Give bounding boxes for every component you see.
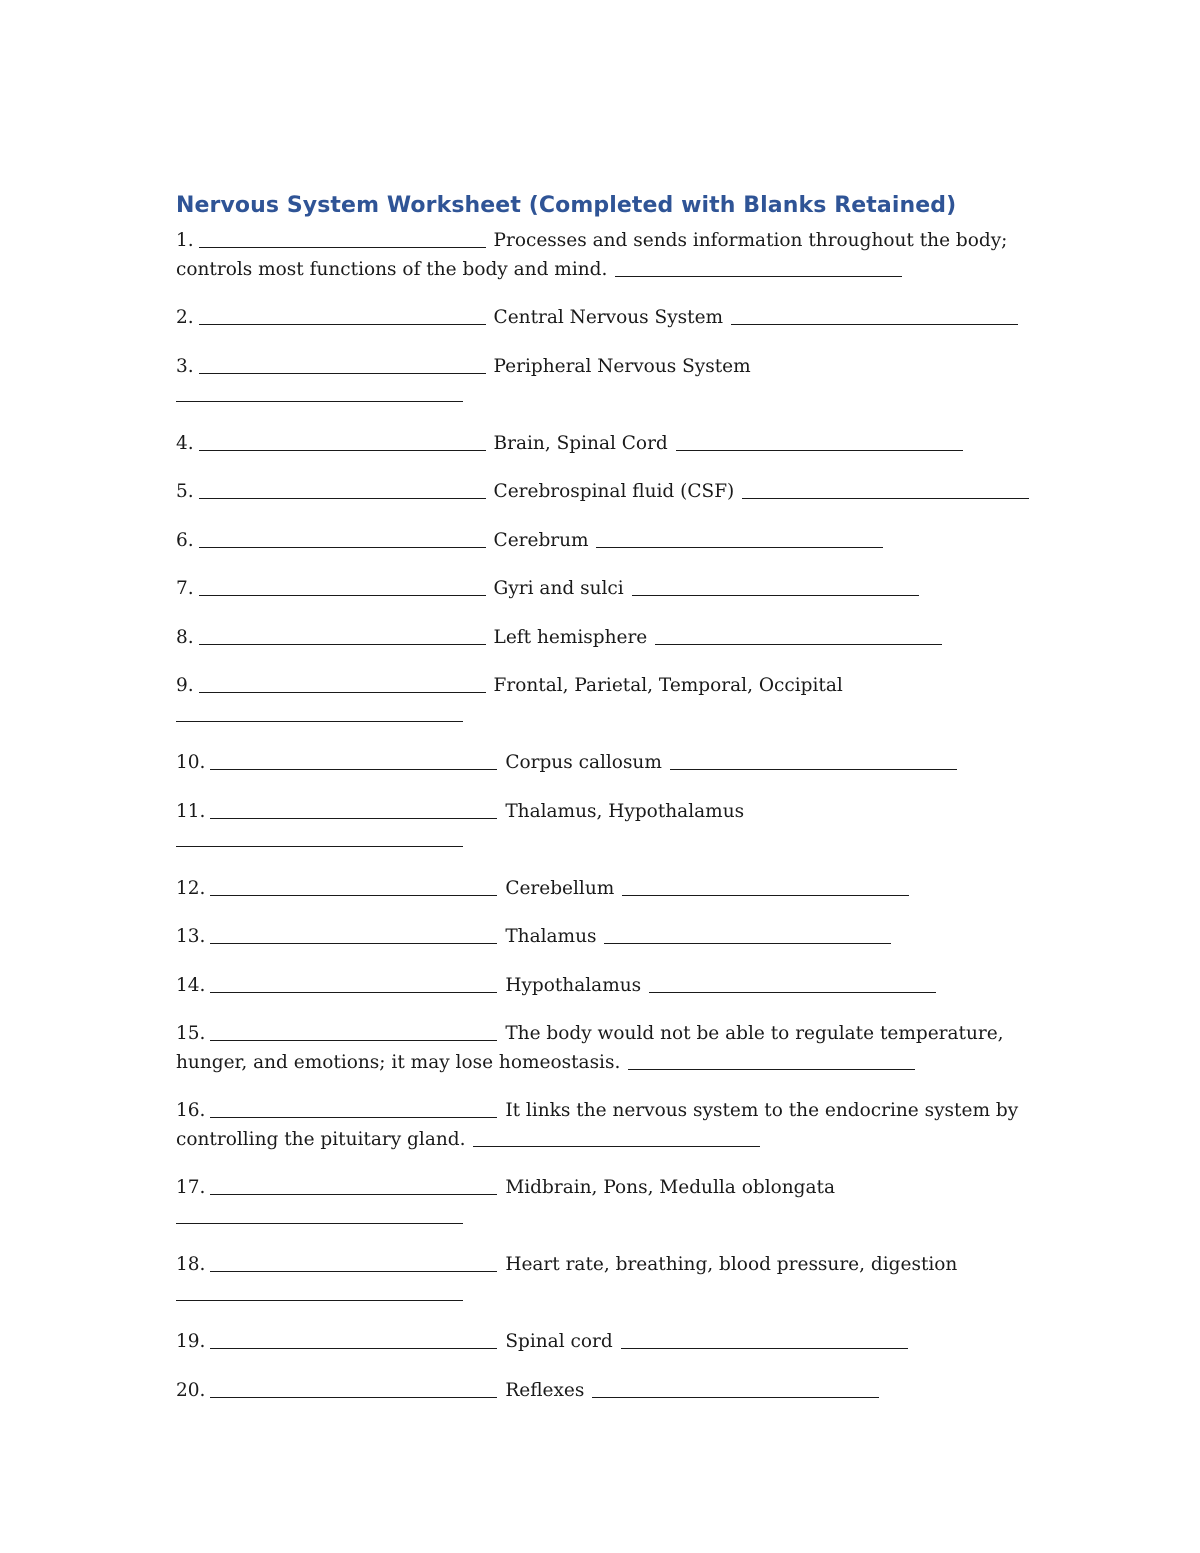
answer-blank-after[interactable] [655, 626, 942, 645]
question-text: Left hemisphere [493, 626, 648, 648]
answer-blank-after[interactable] [676, 432, 963, 451]
answer-blank-after[interactable] [670, 751, 957, 770]
question-number: 4. [176, 432, 194, 454]
answer-blank-after[interactable] [622, 877, 909, 896]
answer-blank-before[interactable] [199, 577, 486, 596]
question-number: 12. [176, 877, 206, 899]
answer-blank-after[interactable] [176, 383, 463, 402]
answer-blank-after[interactable] [649, 974, 936, 993]
answer-blank-after[interactable] [176, 1205, 463, 1224]
question-number: 11. [176, 800, 206, 822]
question-6 [176, 527, 1036, 556]
answer-blank-before[interactable] [210, 1330, 497, 1349]
question-7 [176, 575, 1036, 604]
worksheet-body [176, 190, 1036, 1425]
question-18 [176, 1251, 1036, 1308]
question-15 [176, 1020, 1036, 1077]
question-number: 14. [176, 974, 206, 996]
question-10 [176, 749, 1036, 778]
question-number: 1. [176, 230, 194, 251]
question-1 [176, 227, 1036, 284]
answer-blank-before[interactable] [199, 529, 486, 548]
question-number: 16. [176, 1100, 206, 1121]
answer-blank-after[interactable] [176, 1282, 463, 1301]
question-17 [176, 1174, 1036, 1231]
question-text: Gyri and sulci [493, 578, 624, 599]
answer-blank-before[interactable] [210, 800, 497, 819]
answer-blank-after[interactable] [628, 1051, 915, 1070]
question-number: 10. [176, 752, 206, 773]
answer-blank-before[interactable] [199, 626, 486, 645]
answer-blank-before[interactable] [210, 974, 497, 993]
question-number: 19. [176, 1331, 206, 1352]
question-text: Cerebrospinal fluid (CSF) [493, 481, 735, 502]
question-text: Spinal cord [505, 1331, 613, 1352]
answer-blank-before[interactable] [210, 1022, 497, 1041]
answer-blank-before[interactable] [199, 480, 486, 499]
question-number: 9. [176, 675, 194, 696]
answer-blank-before[interactable] [210, 1099, 497, 1118]
question-19 [176, 1328, 1036, 1357]
question-number: 5. [176, 481, 194, 502]
answer-blank-after[interactable] [592, 1379, 879, 1398]
question-text: Heart rate, breathing, blood pressure, digestion [505, 1254, 958, 1275]
answer-blank-before[interactable] [199, 674, 486, 693]
question-5 [176, 478, 1036, 507]
answer-blank-before[interactable] [210, 751, 497, 770]
answer-blank-after[interactable] [615, 258, 902, 277]
question-text: The body would not be able to regulate temperature, hunger, and emotions; it may lose homeostasis. [176, 1023, 1004, 1073]
answer-blank-before[interactable] [199, 306, 486, 325]
question-8 [176, 624, 1036, 653]
question-text: Frontal, Parietal, Temporal, Occipital [493, 675, 843, 696]
question-number: 20. [176, 1379, 206, 1401]
question-number: 7. [176, 578, 194, 599]
answer-blank-before[interactable] [210, 877, 497, 896]
question-number: 3. [176, 355, 194, 377]
answer-blank-after[interactable] [596, 529, 883, 548]
answer-blank-after[interactable] [604, 925, 891, 944]
answer-blank-before[interactable] [210, 1176, 497, 1195]
question-number: 2. [176, 307, 194, 328]
question-14 [176, 972, 1036, 1001]
question-number: 8. [176, 626, 194, 648]
question-13 [176, 923, 1036, 952]
question-text: Processes and sends information throughout the body; controls most functions of the body and mind. [176, 230, 1008, 280]
question-text: Hypothalamus [505, 974, 642, 996]
answer-blank-after[interactable] [632, 577, 919, 596]
question-16 [176, 1097, 1036, 1154]
answer-blank-before[interactable] [210, 925, 497, 944]
answer-blank-before[interactable] [210, 1253, 497, 1272]
answer-blank-after[interactable] [742, 480, 1029, 499]
question-text: Thalamus [505, 926, 597, 947]
question-11 [176, 798, 1036, 855]
question-number: 13. [176, 926, 206, 947]
question-text: Thalamus, Hypothalamus [505, 800, 745, 822]
question-number: 15. [176, 1023, 206, 1044]
question-20 [176, 1377, 1036, 1406]
question-text: Cerebrum [493, 529, 589, 551]
question-text: Cerebellum [505, 877, 615, 899]
answer-blank-after[interactable] [176, 828, 463, 847]
answer-blank-after[interactable] [473, 1128, 760, 1147]
question-2 [176, 304, 1036, 333]
question-12 [176, 875, 1036, 904]
answer-blank-before[interactable] [210, 1379, 497, 1398]
answer-blank-before[interactable] [199, 355, 486, 374]
question-text: Corpus callosum [505, 752, 662, 773]
question-text: Central Nervous System [493, 307, 724, 328]
question-text: Peripheral Nervous System [493, 355, 751, 377]
question-text: Brain, Spinal Cord [493, 432, 668, 454]
question-number: 18. [176, 1254, 206, 1275]
question-number: 17. [176, 1177, 206, 1198]
question-text: Midbrain, Pons, Medulla oblongata [505, 1177, 836, 1198]
question-9 [176, 672, 1036, 729]
worksheet-title: Nervous System Worksheet (Completed with Blanks Retained) [176, 193, 957, 218]
answer-blank-before[interactable] [199, 432, 486, 451]
answer-blank-after[interactable] [621, 1330, 908, 1349]
question-3 [176, 353, 1036, 410]
answer-blank-after[interactable] [176, 703, 463, 722]
answer-blank-after[interactable] [731, 306, 1018, 325]
question-number: 6. [176, 529, 194, 551]
question-4 [176, 430, 1036, 459]
question-text: It links the nervous system to the endocrine system by controlling the pituitary gland. [176, 1100, 1019, 1150]
answer-blank-before[interactable] [199, 229, 486, 248]
question-text: Reflexes [505, 1379, 585, 1401]
